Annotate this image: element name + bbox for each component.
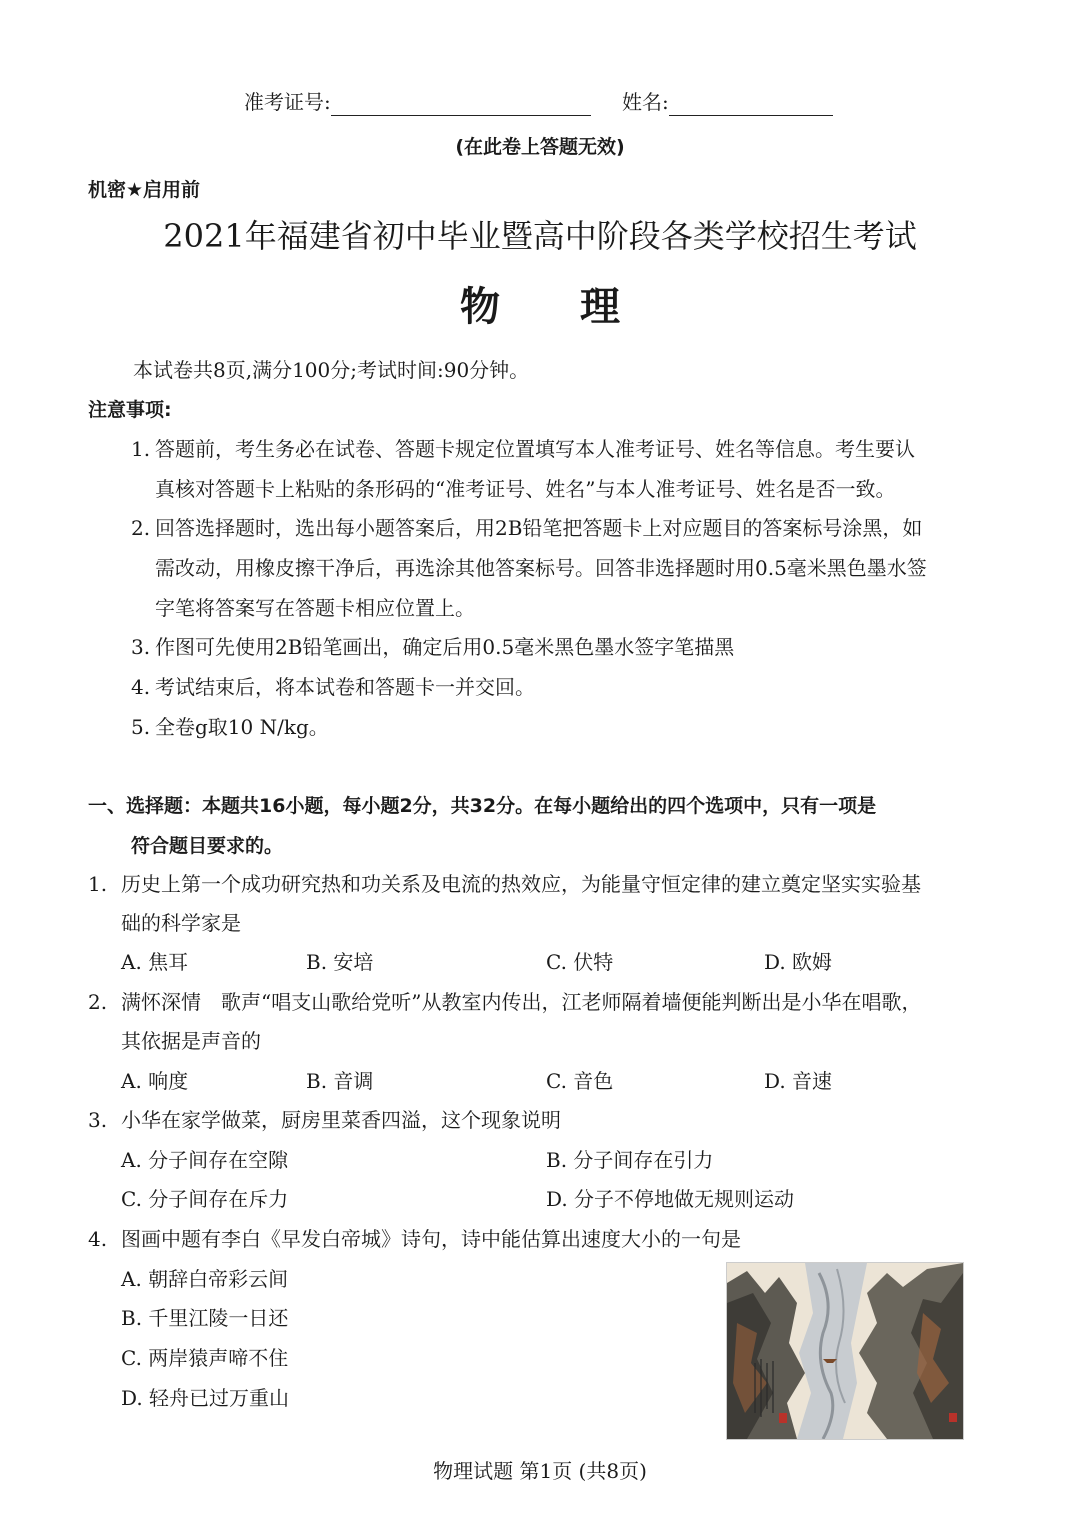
landscape-painting-image — [726, 1262, 964, 1440]
section-heading-cont: 符合题目要求的。 — [131, 835, 284, 857]
notice-number-3: 3. — [131, 635, 151, 659]
intro-text: 本试卷共8页,满分100分;考试时间:90分钟。 — [133, 358, 530, 382]
option-b: B. 安培 — [306, 950, 374, 974]
question-text: 其依据是声音的 — [121, 1029, 261, 1053]
secret-label: 机密★启用前 — [88, 179, 201, 201]
notice-line: 作图可先使用2B铅笔画出，确定后用0.5毫米黑色墨水签字笔描黑 — [155, 635, 735, 659]
question-text: 满怀深情 歌声“唱支山歌给党听”从教室内传出，江老师隔着墙便能判断出是小华在唱歌， — [121, 990, 922, 1014]
exam-id-row — [244, 88, 591, 116]
name-row — [622, 88, 833, 116]
notice-number-4: 4. — [131, 675, 151, 699]
notice-line: 需改动，用橡皮擦干净后，再选涂其他答案标号。回答非选择题时用0.5毫米黑色墨水签 — [155, 556, 927, 580]
option-c: C. 伏特 — [546, 950, 614, 974]
option-b: B. 分子间存在引力 — [546, 1148, 714, 1172]
option-d: D. 欧姆 — [764, 950, 833, 974]
option-a: A. 焦耳 — [121, 950, 189, 974]
section-heading: 一、选择题：本题共16小题，每小题2分，共32分。在每小题给出的四个选项中，只有一项是 — [88, 795, 877, 817]
option-a: A. 分子间存在空隙 — [121, 1148, 289, 1172]
notice-line: 真核对答题卡上粘贴的条形码的“准考证号、姓名”与本人准考证号、姓名是否一致。 — [155, 477, 896, 501]
question-text: 图画中题有李白《早发白帝城》诗句，诗中能估算出速度大小的一句是 — [121, 1227, 741, 1251]
option-a: A. 响度 — [121, 1069, 189, 1093]
page-footer: 物理试题 第1页 (共8页) — [433, 1459, 647, 1483]
exam-title: 2021年福建省初中毕业暨高中阶段各类学校招生考试 — [163, 217, 917, 255]
name-label: 姓名: — [622, 90, 669, 114]
option-a: A. 朝辞白帝彩云间 — [121, 1267, 289, 1291]
question-number-4: 4. — [88, 1227, 108, 1251]
notice-heading: 注意事项: — [88, 399, 172, 421]
notice-line: 全卷g取10 N/kg。 — [155, 715, 329, 739]
notice-line: 答题前，考生务必在试卷、答题卡规定位置填写本人准考证号、姓名等信息。考生要认 — [155, 437, 915, 461]
subject-title: 物 理 — [460, 284, 620, 330]
notice-number-1: 1. — [131, 437, 151, 461]
notice-line: 字笔将答案写在答题卡相应位置上。 — [155, 596, 475, 620]
question-number-2: 2. — [88, 990, 108, 1014]
option-d: D. 音速 — [764, 1069, 833, 1093]
option-c: C. 两岸猿声啼不住 — [121, 1346, 289, 1370]
question-text: 历史上第一个成功研究热和功关系及电流的热效应，为能量守恒定律的建立奠定坚实实验基 — [121, 872, 921, 896]
option-b: B. 音调 — [306, 1069, 374, 1093]
exam-id-label: 准考证号: — [244, 90, 331, 114]
option-d: D. 分子不停地做无规则运动 — [546, 1187, 795, 1211]
exam-id-blank — [331, 93, 591, 116]
question-number-3: 3. — [88, 1108, 108, 1132]
invalid-note: (在此卷上答题无效) — [455, 136, 625, 158]
option-c: C. 音色 — [546, 1069, 614, 1093]
question-text: 础的科学家是 — [121, 911, 241, 935]
notice-number-5: 5. — [131, 715, 151, 739]
option-c: C. 分子间存在斥力 — [121, 1187, 289, 1211]
question-number-1: 1. — [88, 872, 108, 896]
ink-landscape-illustration — [727, 1263, 963, 1439]
name-blank — [669, 93, 833, 116]
notice-line: 考试结束后，将本试卷和答题卡一并交回。 — [155, 675, 535, 699]
option-d: D. 轻舟已过万重山 — [121, 1386, 290, 1410]
notice-number-2: 2. — [131, 516, 151, 540]
question-text: 小华在家学做菜，厨房里菜香四溢，这个现象说明 — [121, 1108, 561, 1132]
option-b: B. 千里江陵一日还 — [121, 1306, 289, 1330]
notice-line: 回答选择题时，选出每小题答案后，用2B铅笔把答题卡上对应题目的答案标号涂黑，如 — [155, 516, 923, 540]
